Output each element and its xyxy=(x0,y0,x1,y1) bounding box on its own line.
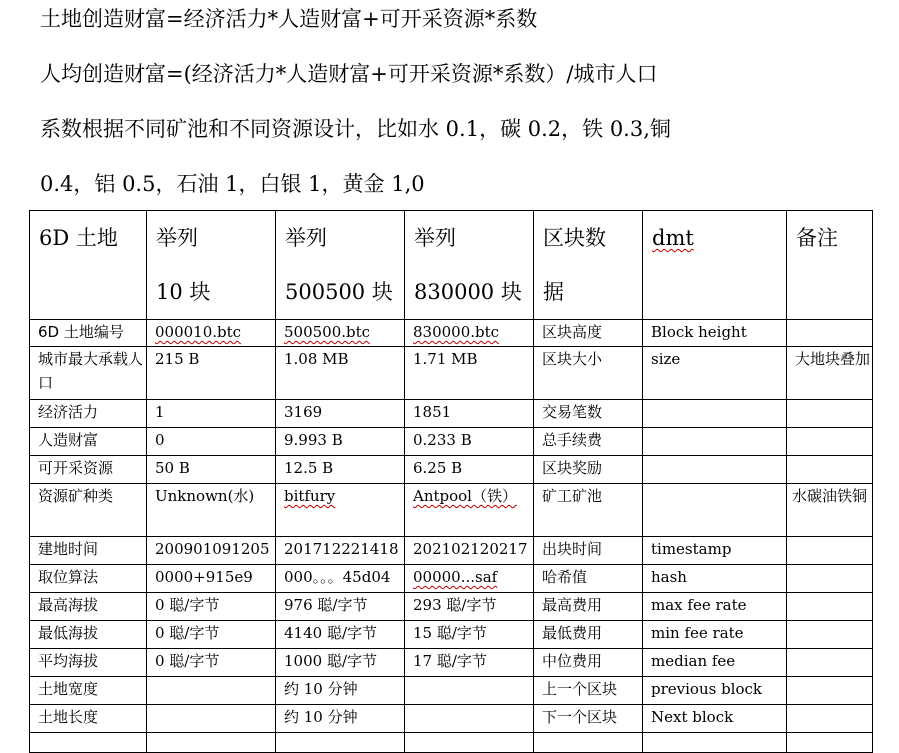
cell-remark xyxy=(787,705,873,733)
cell-block-field: 矿工矿池 xyxy=(534,484,643,537)
cell-remark xyxy=(787,456,873,484)
cell-field-name: 取位算法 xyxy=(30,565,147,593)
cell-example-10: 0 聪/字节 xyxy=(147,593,276,621)
cell-example-830000: 15 聪/字节 xyxy=(405,621,534,649)
cell-example-500500: 201712221418 xyxy=(276,537,405,565)
cell-block-field: 最高费用 xyxy=(534,593,643,621)
table-row xyxy=(30,649,873,677)
cell-example-10: 0 xyxy=(147,428,276,456)
cell-field-name: 土地长度 xyxy=(30,705,147,733)
cell-dmt-field: median fee xyxy=(643,649,787,677)
cell-example-500500: 3169 xyxy=(276,400,405,428)
table-row xyxy=(30,400,873,428)
cell-block-field: 中位费用 xyxy=(534,649,643,677)
cell-dmt-field xyxy=(643,456,787,484)
cell-example-500500: 约 10 分钟 xyxy=(276,677,405,705)
cell-block-field: 出块时间 xyxy=(534,537,643,565)
cell-remark xyxy=(787,593,873,621)
cell-example-10: 0 聪/字节 xyxy=(147,649,276,677)
header-example-500500 xyxy=(276,211,405,320)
cell-example-830000: 1851 xyxy=(405,400,534,428)
table-row xyxy=(30,705,873,733)
cell-example-830000: 00000...saf xyxy=(405,565,534,593)
header-example-label: 举列 xyxy=(285,226,327,250)
header-remarks xyxy=(787,211,873,320)
table-row xyxy=(30,565,873,593)
table-row xyxy=(30,621,873,649)
cell-field-name: 资源矿种类 xyxy=(30,484,147,537)
cell-dmt-field xyxy=(643,428,787,456)
table-header-row xyxy=(30,211,873,320)
table-row xyxy=(30,593,873,621)
cell-remark xyxy=(787,677,873,705)
header-example-count: 10 块 xyxy=(156,280,211,304)
cell-field-name: 最低海拔 xyxy=(30,621,147,649)
header-example-count: 830000 块 xyxy=(414,280,522,304)
cell-example-500500: 500500.btc xyxy=(276,320,405,347)
cell-block-field: 区块高度 xyxy=(534,320,643,347)
land-block-table xyxy=(29,210,873,753)
header-block-data-line2: 据 xyxy=(543,280,564,304)
cell-block-field: 哈希值 xyxy=(534,565,643,593)
cell-block-field: 总手续费 xyxy=(534,428,643,456)
cell-remark xyxy=(787,537,873,565)
table-row xyxy=(30,347,873,400)
cell-remark xyxy=(787,428,873,456)
cell-example-500500: 1.08 MB xyxy=(276,347,405,400)
header-remarks-text: 备注 xyxy=(796,226,838,250)
cell-block-field: 上一个区块 xyxy=(534,677,643,705)
cell-field-name: 土地宽度 xyxy=(30,677,147,705)
cell-example-500500: 000。。。45d04 xyxy=(276,565,405,593)
cell-field-name: 可开采资源 xyxy=(30,456,147,484)
cell-dmt-field: previous block xyxy=(643,677,787,705)
cell-remark: 大地块叠加 xyxy=(787,347,873,400)
cell-example-500500: 9.993 B xyxy=(276,428,405,456)
cell-example-10: 0000+915e9 xyxy=(147,565,276,593)
cell-block-field: 交易笔数 xyxy=(534,400,643,428)
cell-dmt-field: min fee rate xyxy=(643,621,787,649)
cell-dmt-field xyxy=(643,484,787,537)
coefficient-description-continued: 0.4，铝 0.5，石油 1，白银 1，黄金 1,0 xyxy=(40,172,425,196)
cell-field-name: 人造财富 xyxy=(30,428,147,456)
cell-field-name: 建地时间 xyxy=(30,537,147,565)
cell-dmt-field: hash xyxy=(643,565,787,593)
header-example-830000 xyxy=(405,211,534,320)
header-6d-land-text: 6D 土地 xyxy=(39,226,118,250)
cell-example-830000: 1.71 MB xyxy=(405,347,534,400)
table-row xyxy=(30,428,873,456)
header-example-label: 举列 xyxy=(414,226,456,250)
table-row xyxy=(30,456,873,484)
cell-field-name: 最高海拔 xyxy=(30,593,147,621)
cell-example-500500: 4140 聪/字节 xyxy=(276,621,405,649)
cell-example-830000: 0.233 B xyxy=(405,428,534,456)
cell-dmt-field: Block height xyxy=(643,320,787,347)
cell-dmt-field: Next block xyxy=(643,705,787,733)
cell-block-field: 区块奖励 xyxy=(534,456,643,484)
cell-remark xyxy=(787,400,873,428)
cell-remark xyxy=(787,649,873,677)
cell-example-10: 50 B xyxy=(147,456,276,484)
header-6d-land xyxy=(30,211,147,320)
cell-example-500500: bitfury xyxy=(276,484,405,537)
header-example-count: 500500 块 xyxy=(285,280,393,304)
cell-example-830000: 202102120217 xyxy=(405,537,534,565)
cell-example-830000: Antpool（铁） xyxy=(405,484,534,537)
cell-example-10: Unknown(水) xyxy=(147,484,276,537)
cell-example-500500: 12.5 B xyxy=(276,456,405,484)
cell-remark: 水碳油铁铜 xyxy=(787,484,873,537)
cell-example-500500: 976 聪/字节 xyxy=(276,593,405,621)
header-dmt-text: dmt xyxy=(652,226,694,250)
cell-example-10: 0 聪/字节 xyxy=(147,621,276,649)
cell-example-830000: 830000.btc xyxy=(405,320,534,347)
cell-example-10: 000010.btc xyxy=(147,320,276,347)
table-row xyxy=(30,320,873,347)
cell-example-830000 xyxy=(405,705,534,733)
cell-dmt-field xyxy=(643,400,787,428)
cell-example-830000: 293 聪/字节 xyxy=(405,593,534,621)
cell-remark xyxy=(787,565,873,593)
cell-block-field: 最低费用 xyxy=(534,621,643,649)
coefficient-description: 系数根据不同矿池和不同资源设计，比如水 0.1，碳 0.2，铁 0.3,铜 xyxy=(40,117,671,141)
cell-remark xyxy=(787,320,873,347)
header-block-data xyxy=(534,211,643,320)
table-row xyxy=(30,537,873,565)
cell-field-name: 平均海拔 xyxy=(30,649,147,677)
cell-example-500500: 约 10 分钟 xyxy=(276,705,405,733)
header-dmt xyxy=(643,211,787,320)
cell-dmt-field: max fee rate xyxy=(643,593,787,621)
formula-per-capita-wealth: 人均创造财富=(经济活力*人造财富+可开采资源*系数）/城市人口 xyxy=(40,62,658,86)
cell-example-10: 200901091205 xyxy=(147,537,276,565)
header-example-10 xyxy=(147,211,276,320)
cell-example-10 xyxy=(147,705,276,733)
cell-example-10: 1 xyxy=(147,400,276,428)
cell-example-10 xyxy=(147,677,276,705)
cell-block-field: 区块大小 xyxy=(534,347,643,400)
header-block-data-line1: 区块数 xyxy=(543,226,606,250)
cell-dmt-field: timestamp xyxy=(643,537,787,565)
table-row xyxy=(30,677,873,705)
cell-example-830000 xyxy=(405,677,534,705)
cell-dmt-field: size xyxy=(643,347,787,400)
cell-field-name: 城市最大承载人口 xyxy=(30,347,147,400)
cell-example-10: 215 B xyxy=(147,347,276,400)
header-example-label: 举列 xyxy=(156,226,198,250)
cell-example-830000: 6.25 B xyxy=(405,456,534,484)
cell-example-500500: 1000 聪/字节 xyxy=(276,649,405,677)
formula-land-wealth: 土地创造财富=经济活力*人造财富+可开采资源*系数 xyxy=(40,7,538,31)
table-row xyxy=(30,484,873,537)
cell-example-830000: 17 聪/字节 xyxy=(405,649,534,677)
cell-field-name: 6D 土地编号 xyxy=(30,320,147,347)
cell-field-name: 经济活力 xyxy=(30,400,147,428)
cell-block-field: 下一个区块 xyxy=(534,705,643,733)
cell-remark xyxy=(787,621,873,649)
